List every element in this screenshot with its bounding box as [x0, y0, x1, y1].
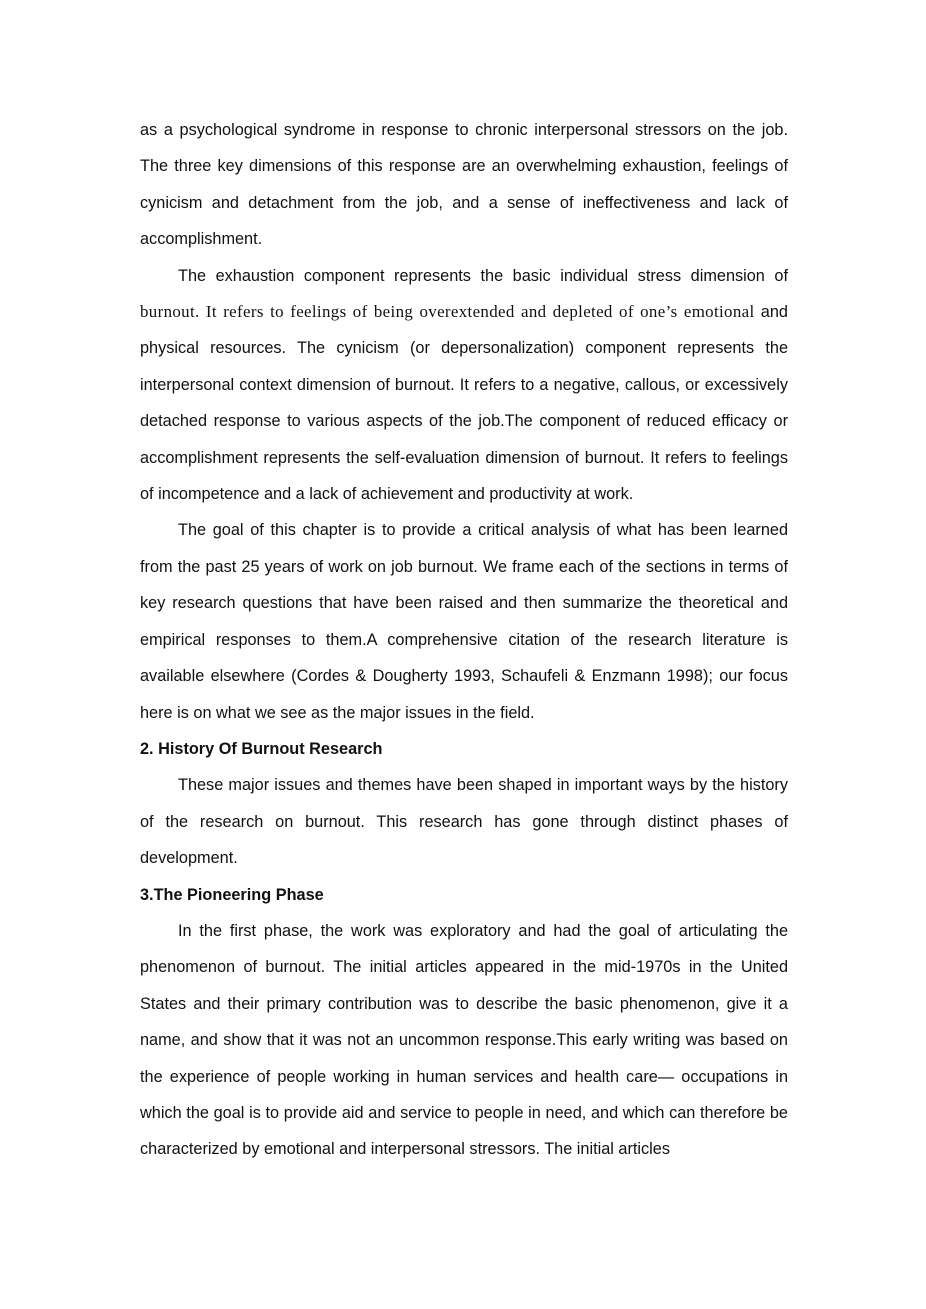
paragraph-pioneering-phase: In the first phase, the work was exploratory and had the goal of articulating the phenomenon of burnout. The initial articles appeared in the mid-1970s in the United States and their primary contribution was to describe the basic phenomenon, give it a name, and show that it was not an uncommon response.This early writing was based on the experience of people working in human services and health care— occupations in which the goal is to provide aid and service to people in need, and which can therefore be characterized by emotional and interpersonal stressors. The initial articles — [140, 921, 788, 1159]
section-heading-history: 2. History Of Burnout Research — [140, 739, 383, 758]
paragraph-text-run-serif: burnout. It refers to feelings of being overextended and depleted of one’s emotional — [140, 302, 755, 322]
paragraph-history-intro: These major issues and themes have been shaped in important ways by the history of the research on burnout. This research has gone through distinct phases of development. — [140, 776, 788, 868]
paragraph-chapter-goal: The goal of this chapter is to provide a critical analysis of what has been learned from the past 25 years of work on job burnout. We frame each of the sections in terms of key research questions that have been raised and then summarize the theoretical and empirical responses to them.A comprehensive citation of the research literature is available elsewhere (Cordes & Dougherty 1993, Schaufeli & Enzmann 1998); our focus here is on what we see as the major issues in the field. — [140, 521, 788, 722]
paragraph-text-run: and physical resources. The cynicism (or depersonalization) component represents the interpersonal context dimension of burnout. It refers to a negative, callous, or excessively detached response to various aspects of the job.The component of reduced efficacy or accomplishment represents the self-evaluation dimension of burnout. It refers to feelings of incompetence and a lack of achievement and productivity at work. — [140, 303, 788, 504]
document-body — [140, 112, 788, 1168]
paragraph-exhaustion-component — [140, 258, 788, 513]
section-heading-pioneering-phase: 3.The Pioneering Phase — [140, 885, 324, 904]
paragraph-text-run: The exhaustion component represents the basic individual stress dimension of — [178, 266, 788, 285]
paragraph-burnout-definition: as a psychological syndrome in response to chronic interpersonal stressors on the job. The three key dimensions of this response are an overwhelming exhaustion, feelings of cynicism and detachment from the job, and a sense of ineffectiveness and lack of accomplishment. — [140, 121, 788, 249]
